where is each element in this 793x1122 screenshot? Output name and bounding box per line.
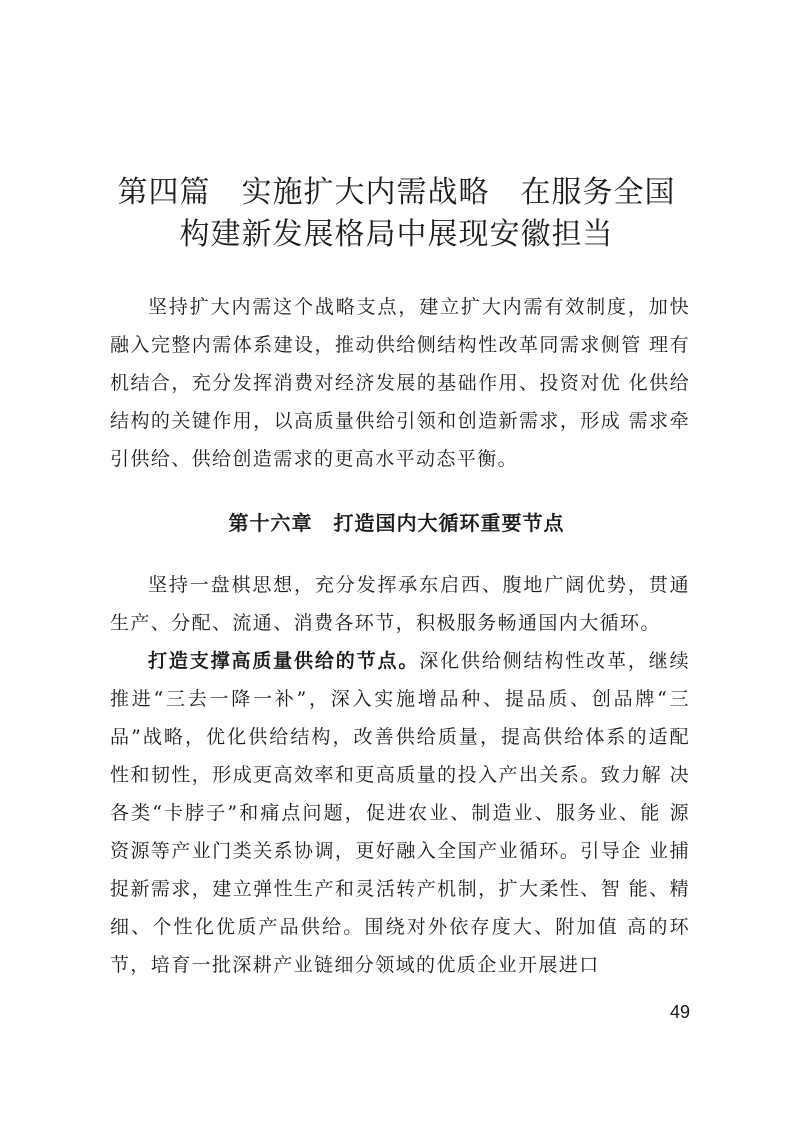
part-title bbox=[0, 172, 793, 256]
section-body-text: 深化供给侧结构性改革，继续推进“三去一降一补”，深入实施增品种、提品质、创品牌“三品”战略，优化供给结构，改善供给质量，提高供给体系的适配性和韧性，形成更高效率和更高质量的投入产出关系。致力解 决各类“卡脖子”和痛点问题，促进农业、制造业、服务业、能 源资源等产业门类关系协调，更好融入全国产业循环。引导企 业捕捉新需求，建立弹性生产和灵活转产机制，扩大柔性、智 能、精细、个性化优质产品供给。围绕对外依存度大、附加值 高的环节，培育一批深耕产业链细分领域的优质企业开展进口 bbox=[110, 650, 691, 976]
section-paragraph bbox=[110, 642, 690, 984]
part-title-line-2: 构建新发展格局中展现安徽担当 bbox=[179, 217, 614, 252]
page-number: 49 bbox=[669, 1002, 690, 1022]
intro-paragraph: 坚持扩大内需这个战略支点，建立扩大内需有效制度，加快融入完整内需体系建设，推动供给侧结构性改革同需求侧管 理有机结合，充分发挥消费对经济发展的基础作用、投资对优 化供给结构的关键作用，以高质量供给引领和创造新需求，形成 需求牵引供给、供给创造需求的更高水平动态平衡。 bbox=[110, 296, 690, 470]
section-lead-heading: 打造支撑高质量供给的节点。 bbox=[148, 650, 420, 672]
chapter-intro-paragraph: 坚持一盘棋思想，充分发挥承东启西、腹地广阔优势，贯通生产、分配、流通、消费各环节，积极服务畅通国内大循环。 bbox=[110, 574, 690, 634]
chapter-title: 第十六章 打造国内大循环重要节点 bbox=[228, 511, 565, 535]
part-title-line-1: 第四篇 实施扩大内需战略 在服务全国 bbox=[117, 175, 676, 210]
